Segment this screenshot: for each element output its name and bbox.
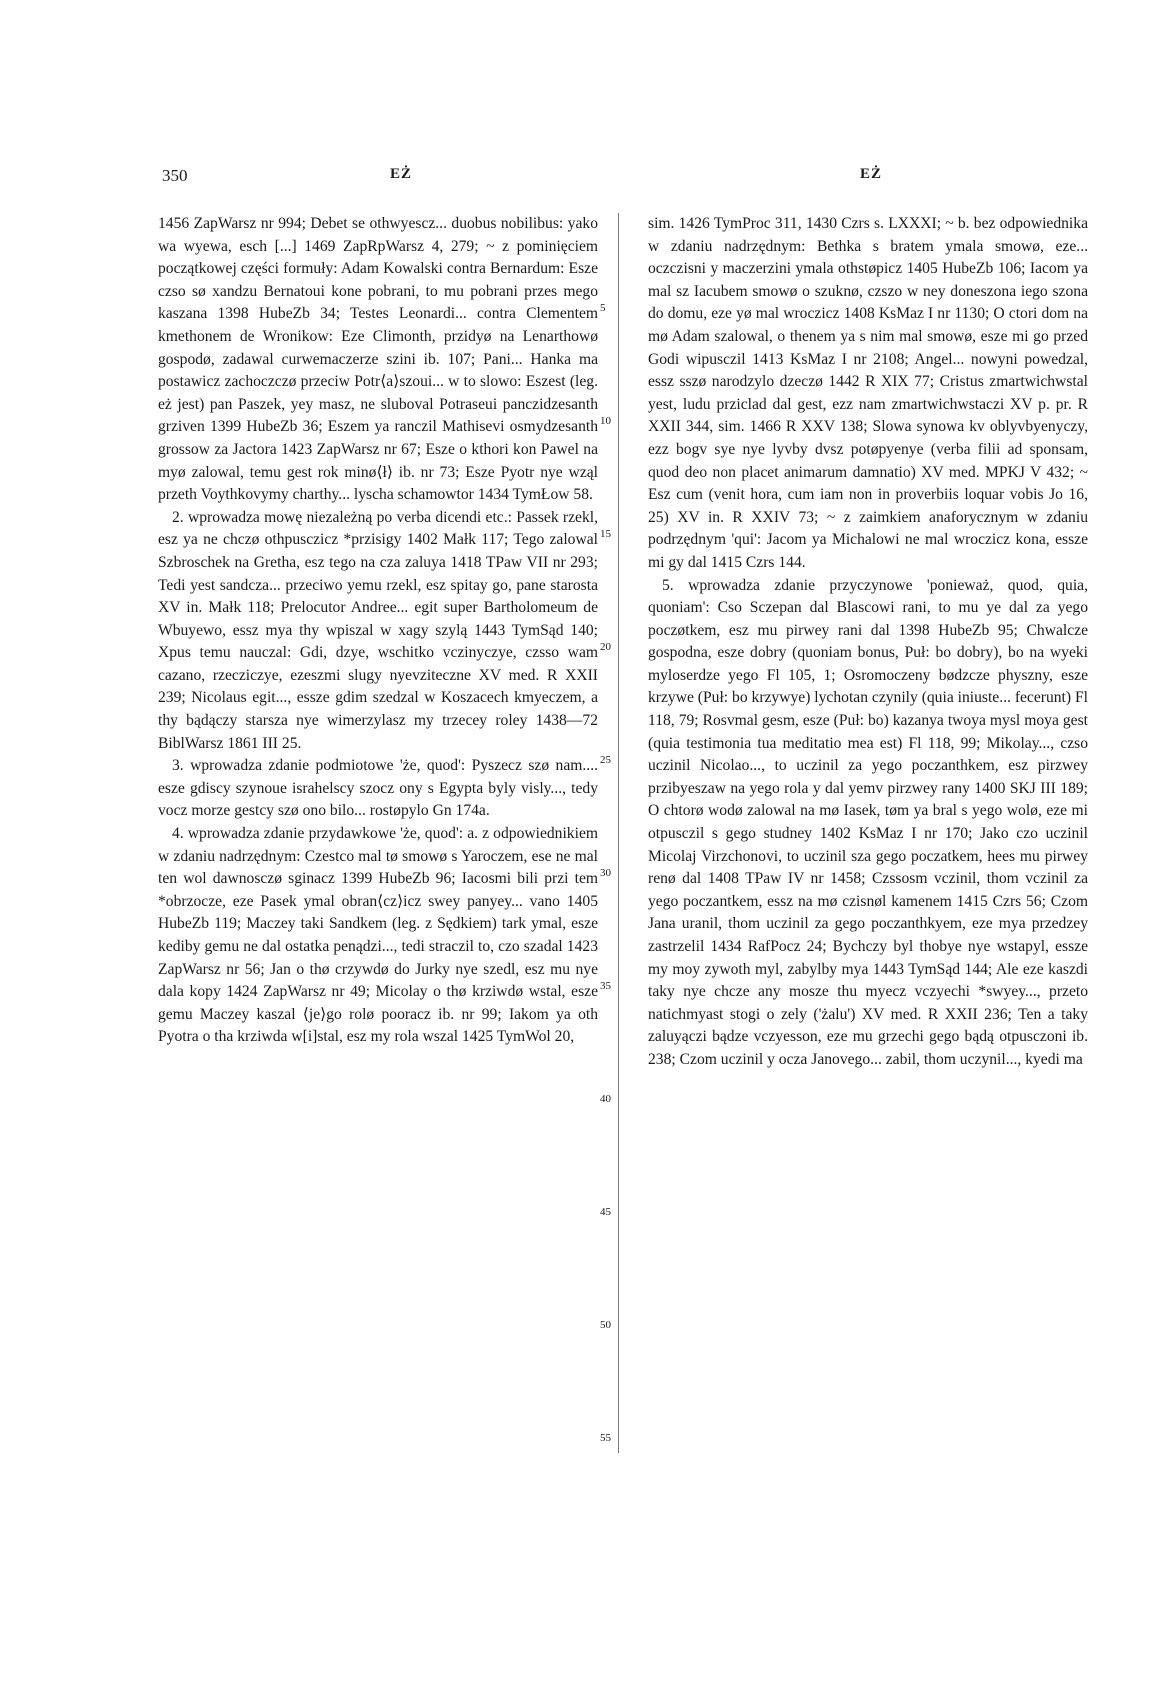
line-number: 55 — [600, 1432, 611, 1444]
paragraph: 5. wprowadza zdanie przyczynowe 'ponieważ, quod, quia, quoniam': Cso Sczepan dal Blascowi rani, to mu ye dal za yego poczøtkem, esz mu pirwey rani dal 1398 HubeZb 95; Chwalcze gospodna, esze dobry (quoniam bonus, Puł: bo dobry), bo na wyeki myloserdze yego Fl 105, 1; Osromoczeny bødzcze physzny, esze krzywe (Puł: bo krzywye) lychotan czynily (quia iniuste... fecerunt) Fl 118, 79; Rosvmal gesm, esze (Puł: bo) kazanya twoya mysl moya gest (quia testimonia tua meditatio mea est) Fl 118, 99; Mikolay..., czso uczinil Nicolao..., to uczinil za yego poczanthkem, esz pirzwey przibyeszaw na yego rola y dal yemv pirzwey rany 1400 SKJ III 189; O chtorø wodø zalowal na mø Iasek, tøm ya bral s yego wolø, eze mi otpusczil s gego studney 1402 KsMaz I nr 170; Jako czo uczinil Micolaj Virzchonovi, to uczinil sza gego poczatkem, hees mu pirwey renø dal 1408 TPaw IV nr 1458; Czssosm vczinil, thom vczinil za yego poczantkem, essz na mø czisnøl kamenem 1415 Czrs 56; Czom Jana uranil, thom uczinil za gego poczanthkyem, eze mya przedzey zastrzelil 1434 RafPocz 24; Bychczy byl thobye nye wstapyl, essze my moy zywoth myl, zabylby mya 1443 TymSąd 144; Ale eze kaszdi taky nye chcze any mosze thu myecz vczyechi *swyey..., przeto natichmyast stogi o zely ('żalu') XV med. R XXII 236; Ten a taky zaluyączi bądze vczyesson, eze mu grzechi gego bądą otpusczoni ib. 238; Czom uczinil y ocza Janovego... zabil, thom uczynil..., kyedi ma — [648, 576, 1088, 1068]
page-header — [0, 166, 1162, 188]
line-number: 50 — [600, 1319, 611, 1331]
right-column — [648, 213, 1088, 1072]
line-number: 5 — [600, 302, 606, 314]
paragraph: 3. wprowadza zdanie podmiotowe 'że, quod': Pyszecz szø nam.... esze gdiscy szynoue israhelscy szocz ony s Egypta byly visly..., tedy vocz morze gestcy szø ono bilo... rostøpylo Gn 174a. — [158, 757, 598, 820]
column-divider — [618, 213, 619, 1453]
paragraph: 2. wprowadza mowę niezależną po verba dicendi etc.: Passek rzekl, esz ya ne chczø othpusczicz *przisigy 1402 Małk 117; Tego zalowal Szbroschek na Gretha, esz tego na cza zaluya 1418 TPaw VII nr 293; Tedi yest sandcza... przeciwo yemu rzekl, esz spitay go, pane starosta XV in. Małk 118; Prelocutor Andree... egit super Bartholomeum de Wbuyewo, essz mya thy wpiszal w xagy szylą 1443 TymSąd 140; Xpus temu nauczal: Gdi, dzye, wschitko vczinyczye, czsso wam cazano, rzecziczye, ezeszmi slugy nyevziteczne XV med. R XXII 239; Nicolaus egit..., essze gdim szedzal w Koszacech kmyeczem, a thy bądączy starsza nye wimerzylasz my trzecey roley 1438—72 BiblWarsz 1861 III 25. — [158, 508, 598, 752]
left-column — [158, 213, 598, 1049]
line-number: 10 — [600, 415, 611, 427]
line-number: 15 — [600, 528, 611, 540]
paragraph: sim. 1426 TymProc 311, 1430 Czrs s. LXXXI; ~ b. bez odpowiednika w zdaniu nadrzędnym: Bethka s bratem ymala smowø, eze... oczczisni y maczerzini ymala othstøpicz 1405 HubeZb 106; Iacom ya mal sz Iacubem smowø o szuknø, czszo w ney doneszona iego szona do domu, eze yø mal wroczicz 1408 KsMaz I nr 1130; O ctori dom na mø Adam szalowal, o thenem ya s nim mal smowø, esze mi go przed Godi wipusczil 1413 KsMaz I nr 2108; Angel... nowyni powedzal, essz sszø narodzylo dzeczø 1442 R XIX 77; Cristus zmartwichwstal yest, ludu prziclad dal gest, ezz nam zmartwichwstaczi XV p. pr. R XXII 344, sim. 1466 R XXV 138; Slowa synowa kv oblyvbyenyczy, ezz bogv sye nye lyvby dvsz potøpyenye (verba filii ad sponsam, quod deo non placet animarum damnatio) XV med. MPKJ V 432; ~ Esz cum (venit hora, cum iam non in proverbiis loquar vobis Jo 16, 25) XV in. R XXIV 73; ~ z zaimkiem anaforycznym w zdaniu podrzędnym 'qui': Jacom ya Michalowi ne mal wroczicz kona, essze mi gy dal 1415 Czrs 144. — [648, 215, 1088, 571]
running-head-left: EŻ — [390, 166, 413, 182]
paragraph: 4. wprowadza zdanie przydawkowe 'że, quod': a. z odpowiednikiem w zdaniu nadrzędnym: Czestco mal tø smowø s Yaroczem, ese ne mal ten wol dawnosczø sginacz 1399 HubeZb 96; Iacosmi bili przi tem *obrzocze, eze Pasek ymal obran⟨cz⟩icz swey panyey... vano 1405 HubeZb 119; Maczey taki Sandkem (leg. z Sędkiem) tark ymal, esze kediby gemu ne dal ostatka penądzi..., tedi straczil to, czo szadal 1423 ZapWarsz nr 56; Jan o thø crzywdø do Jurky nye szedl, esz mu nye dala kopy 1424 ZapWarsz nr 49; Micolay o thø krziwdø wstal, esze gemu Maczey kaszal ⟨je⟩go rolø pooracz ib. nr 99; Iakom ya oth Pyotra o tha krziwda w[i]stal, esz my rola wszal 1425 TymWol 20, — [158, 825, 598, 1046]
page-number: 350 — [162, 166, 188, 185]
running-head-right: EŻ — [860, 166, 883, 182]
line-number: 25 — [600, 754, 611, 766]
line-number: 45 — [600, 1206, 611, 1218]
line-number: 35 — [600, 980, 611, 992]
line-number: 30 — [600, 867, 611, 879]
line-number: 20 — [600, 641, 611, 653]
line-number: 40 — [600, 1093, 611, 1105]
paragraph: 1456 ZapWarsz nr 994; Debet se othwyescz... duobus nobilibus: yako wa wyewa, esch [...] 1469 ZapRpWarsz 4, 279; ~ z pominięciem początkowej części formuły: Adam Kowalski contra Bernardum: Esze czso sø xandzu Bernatoui kone pobrani, to mu pobrani przes mego kaszana 1398 HubeZb 34; Testes Leonardi... contra Clementem kmethonem de Wronikow: Eze Climonth, przidyø na Lenarthowø gospodø, zadawal curwemaczerze szini ib. 107; Pani... Hanka ma postawicz zachoczczø przeciw Potr⟨a⟩szoui... w to slowo: Eszest (leg. eż jest) pan Paszek, yey masz, ne sluboval Potraseui panczidzesanth grziven 1399 HubeZb 36; Eszem ya ranczil Mathisevi osmydzesanth grossow za Jactora 1423 ZapWarsz nr 67; Esze o kthori kon Pawel na myø zalowal, temu gest rok minø⟨ł⟩ ib. nr 73; Esze Pyotr nye wząl przeth Voythkovymy charthy... lyscha schamowtor 1434 TymŁow 58. — [158, 215, 598, 504]
